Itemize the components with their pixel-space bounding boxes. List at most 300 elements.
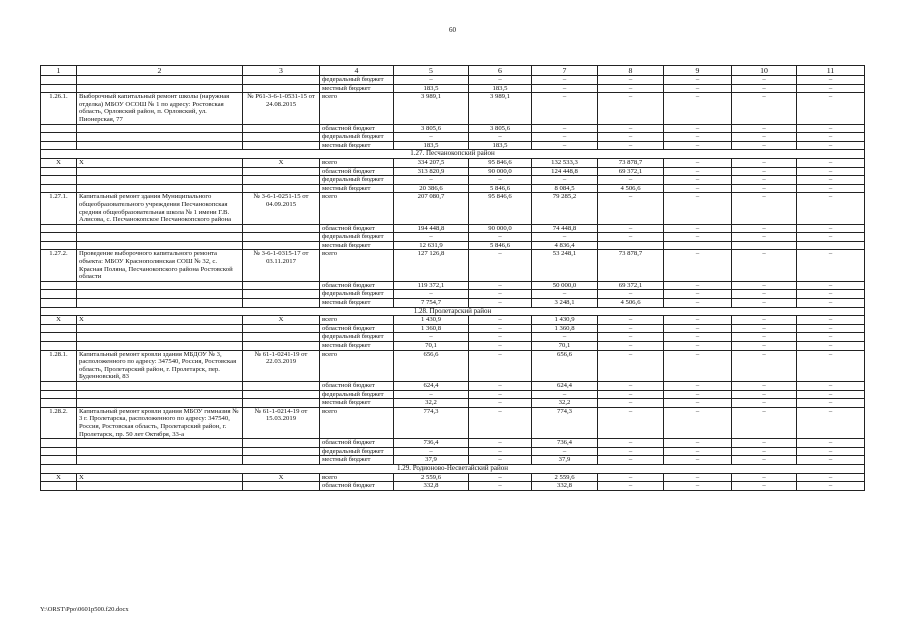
table-cell: – — [469, 390, 532, 399]
table-cell: – — [732, 158, 797, 167]
table-cell: – — [732, 381, 797, 390]
table-cell: 4 836,4 — [532, 241, 598, 250]
column-number: 9 — [664, 66, 732, 76]
table-cell: – — [469, 76, 532, 85]
table-cell — [41, 76, 77, 85]
table-cell — [243, 342, 320, 351]
table-cell: – — [469, 233, 532, 242]
table-cell — [41, 167, 77, 176]
table-cell: – — [598, 407, 664, 438]
table-cell — [77, 381, 243, 390]
table-cell: – — [469, 316, 532, 325]
table-cell — [77, 167, 243, 176]
table-cell — [797, 241, 865, 250]
table-cell: местный бюджет — [320, 84, 394, 93]
column-number-row — [41, 66, 865, 76]
table-cell: областной бюджет — [320, 482, 394, 491]
table-cell: 332,8 — [394, 482, 469, 491]
table-row — [41, 447, 865, 456]
table-cell: – — [664, 390, 732, 399]
table-cell: – — [732, 456, 797, 465]
table-cell: областной бюджет — [320, 324, 394, 333]
table-cell: федеральный бюджет — [320, 233, 394, 242]
table-cell — [243, 241, 320, 250]
table-cell — [77, 399, 243, 408]
table-cell: местный бюджет — [320, 184, 394, 193]
table-cell — [243, 76, 320, 85]
table-cell: всего — [320, 158, 394, 167]
table-cell: 32,2 — [532, 399, 598, 408]
table-cell — [243, 290, 320, 299]
table-cell: – — [732, 407, 797, 438]
table-cell: – — [469, 407, 532, 438]
table-cell: – — [797, 158, 865, 167]
table-cell: 3 805,6 — [394, 124, 469, 133]
table-cell: – — [664, 407, 732, 438]
table-cell: 2 559,6 — [394, 473, 469, 482]
table-cell: – — [394, 233, 469, 242]
table-cell: – — [797, 184, 865, 193]
table-cell: 183,5 — [469, 84, 532, 93]
table-cell — [77, 133, 243, 142]
table-cell: – — [598, 176, 664, 185]
table-row — [41, 381, 865, 390]
table-cell: – — [394, 133, 469, 142]
table-cell: – — [664, 193, 732, 224]
table-cell — [41, 176, 77, 185]
table-cell — [41, 224, 77, 233]
table-cell: – — [732, 93, 797, 124]
table-cell: – — [732, 141, 797, 150]
table-cell: – — [797, 333, 865, 342]
table-row — [41, 342, 865, 351]
table-cell: 1 430,9 — [532, 316, 598, 325]
table-cell: – — [732, 390, 797, 399]
table-cell: – — [797, 456, 865, 465]
table-cell: – — [598, 141, 664, 150]
table-cell: – — [469, 439, 532, 448]
table-row — [41, 407, 865, 438]
table-cell: – — [598, 84, 664, 93]
table-cell: – — [732, 193, 797, 224]
table-cell: 127 126,8 — [394, 250, 469, 281]
table-cell — [243, 456, 320, 465]
table-cell: – — [394, 176, 469, 185]
table-cell: 736,4 — [394, 439, 469, 448]
table-cell: – — [797, 290, 865, 299]
table-row — [41, 456, 865, 465]
table-cell — [41, 141, 77, 150]
table-cell: областной бюджет — [320, 439, 394, 448]
table-cell: – — [732, 250, 797, 281]
table-cell: – — [394, 390, 469, 399]
table-cell: 183,5 — [394, 84, 469, 93]
table-cell: – — [532, 76, 598, 85]
table-cell: – — [797, 324, 865, 333]
table-cell: Х — [243, 316, 320, 325]
table-cell — [77, 290, 243, 299]
file-path-footer: Y:\ORST\Ppo\0601p500.f20.docx — [40, 606, 129, 613]
table-cell — [243, 447, 320, 456]
table-cell: Проведение выборочного капитального ремонта объекта: МБОУ Краснополянская СОШ № 32, с. Красная Поляна, Песчанокопского района Ростовской области — [77, 250, 243, 281]
table-cell — [243, 167, 320, 176]
table-cell: 69 372,1 — [598, 167, 664, 176]
table-cell: – — [469, 350, 532, 381]
table-cell — [77, 176, 243, 185]
table-cell: 73 878,7 — [598, 250, 664, 281]
table-row — [41, 233, 865, 242]
table-cell: областной бюджет — [320, 381, 394, 390]
table-row — [41, 350, 865, 381]
table-cell: – — [598, 350, 664, 381]
table-cell: 183,5 — [469, 141, 532, 150]
table-cell: – — [664, 342, 732, 351]
table-cell — [77, 84, 243, 93]
table-cell: всего — [320, 407, 394, 438]
table-cell: – — [664, 76, 732, 85]
table-cell: 4 506,6 — [598, 184, 664, 193]
table-cell: Х — [41, 473, 77, 482]
table-cell — [77, 447, 243, 456]
table-cell: 37,9 — [532, 456, 598, 465]
section-title: 1.29. Родионово-Несветайский район — [41, 464, 865, 473]
table-cell — [77, 390, 243, 399]
table-cell: – — [664, 167, 732, 176]
table-cell: – — [664, 84, 732, 93]
table-cell — [41, 342, 77, 351]
table-cell: – — [732, 233, 797, 242]
table-cell: – — [664, 158, 732, 167]
table-cell: 95 846,6 — [469, 193, 532, 224]
table-cell — [41, 233, 77, 242]
table-cell: 3 989,1 — [394, 93, 469, 124]
table-cell: – — [598, 133, 664, 142]
table-cell: – — [797, 447, 865, 456]
table-cell: 124 448,8 — [532, 167, 598, 176]
table-cell: федеральный бюджет — [320, 390, 394, 399]
table-cell — [41, 133, 77, 142]
table-cell: 332,8 — [532, 482, 598, 491]
table-cell: – — [797, 482, 865, 491]
table-cell: всего — [320, 473, 394, 482]
table-cell — [243, 133, 320, 142]
table-cell: федеральный бюджет — [320, 290, 394, 299]
table-cell: 90 000,0 — [469, 224, 532, 233]
table-cell: – — [797, 124, 865, 133]
table-cell: – — [664, 333, 732, 342]
table-cell: – — [394, 290, 469, 299]
table-cell: – — [532, 84, 598, 93]
table-cell: – — [664, 447, 732, 456]
table-cell: 207 080,7 — [394, 193, 469, 224]
table-cell: № Р61-3-6-1-0531-15 от 24.08.2015 — [243, 93, 320, 124]
table-cell: 624,4 — [532, 381, 598, 390]
table-cell: – — [664, 439, 732, 448]
table-cell: федеральный бюджет — [320, 176, 394, 185]
table-cell: – — [598, 324, 664, 333]
table-cell: 1.28.1. — [41, 350, 77, 381]
section-heading-row — [41, 307, 865, 316]
table-cell: – — [797, 342, 865, 351]
table-cell — [41, 124, 77, 133]
table-cell: – — [797, 439, 865, 448]
table-cell — [243, 84, 320, 93]
table-cell — [243, 184, 320, 193]
table-cell: – — [532, 93, 598, 124]
column-number: 5 — [394, 66, 469, 76]
table-cell: 12 631,9 — [394, 241, 469, 250]
table-cell: – — [469, 176, 532, 185]
table-cell: Х — [243, 473, 320, 482]
table-cell — [41, 333, 77, 342]
table-cell — [243, 281, 320, 290]
table-cell — [77, 76, 243, 85]
table-cell: 334 207,5 — [394, 158, 469, 167]
table-cell: – — [532, 333, 598, 342]
table-cell: областной бюджет — [320, 224, 394, 233]
table-cell: – — [598, 193, 664, 224]
table-cell: – — [664, 133, 732, 142]
column-number: 3 — [243, 66, 320, 76]
table-cell — [41, 241, 77, 250]
table-cell: – — [469, 324, 532, 333]
column-number: 1 — [41, 66, 77, 76]
table-cell: местный бюджет — [320, 456, 394, 465]
table-row — [41, 193, 865, 224]
table-cell: – — [469, 342, 532, 351]
section-heading-row — [41, 150, 865, 159]
table-cell: – — [664, 124, 732, 133]
table-cell: – — [732, 224, 797, 233]
table-row — [41, 399, 865, 408]
table-cell: – — [598, 290, 664, 299]
table-cell: – — [797, 167, 865, 176]
table-cell: – — [664, 482, 732, 491]
table-cell — [41, 184, 77, 193]
table-cell: – — [469, 299, 532, 308]
table-cell: 736,4 — [532, 439, 598, 448]
table-cell: Капитальный ремонт кровли здания МБОУ гимназия № 3 г. Пролетарска, расположенного по адресу: 347540, Россия, Ростовская область, Пролетарский район, г. Пролетарск, пр. 50 лет Октября, 33-а — [77, 407, 243, 438]
table-cell: – — [664, 399, 732, 408]
table-cell: 32,2 — [394, 399, 469, 408]
table-row — [41, 439, 865, 448]
table-cell — [243, 124, 320, 133]
table-row — [41, 390, 865, 399]
section-heading-row — [41, 464, 865, 473]
table-cell: – — [598, 333, 664, 342]
table-cell: 1 360,8 — [394, 324, 469, 333]
table-row — [41, 281, 865, 290]
table-row — [41, 76, 865, 85]
table-row — [41, 473, 865, 482]
table-cell — [41, 447, 77, 456]
table-cell: – — [732, 399, 797, 408]
table-cell — [41, 399, 77, 408]
table-cell: – — [797, 281, 865, 290]
table-cell — [243, 324, 320, 333]
table-cell: – — [797, 407, 865, 438]
table-cell — [41, 299, 77, 308]
table-row — [41, 93, 865, 124]
table-cell: Х — [41, 158, 77, 167]
table-cell: – — [732, 133, 797, 142]
table-cell: – — [797, 233, 865, 242]
table-cell: – — [598, 93, 664, 124]
table-cell: № 3-6-1-0251-15 от 04.09.2015 — [243, 193, 320, 224]
table-cell: – — [732, 316, 797, 325]
table-cell: 1.27.2. — [41, 250, 77, 281]
table-cell: – — [732, 482, 797, 491]
table-cell: 194 448,8 — [394, 224, 469, 233]
table-cell — [77, 299, 243, 308]
table-cell: – — [532, 141, 598, 150]
table-cell — [243, 233, 320, 242]
table-cell: местный бюджет — [320, 342, 394, 351]
table-cell: – — [797, 299, 865, 308]
table-cell: 20 386,6 — [394, 184, 469, 193]
table-cell: – — [532, 233, 598, 242]
table-cell: – — [598, 456, 664, 465]
table-cell: 132 533,3 — [532, 158, 598, 167]
table-cell: 656,6 — [394, 350, 469, 381]
table-cell — [243, 439, 320, 448]
table-cell: Х — [41, 316, 77, 325]
table-cell — [664, 241, 732, 250]
table-cell — [243, 482, 320, 491]
table-cell: 1.26.1. — [41, 93, 77, 124]
table-cell: – — [598, 447, 664, 456]
table-cell: – — [532, 133, 598, 142]
table-row — [41, 176, 865, 185]
table-cell: № 61-1-0214-19 от 15.03.2019 — [243, 407, 320, 438]
table-row — [41, 84, 865, 93]
column-number: 11 — [797, 66, 865, 76]
table-cell: – — [469, 456, 532, 465]
table-cell: – — [732, 76, 797, 85]
table-row — [41, 141, 865, 150]
column-number: 2 — [77, 66, 243, 76]
table-cell: – — [598, 439, 664, 448]
table-cell: – — [797, 176, 865, 185]
table-cell: Капитальный ремонт здания Муниципального общеобразовательного учреждения Песчанокопская средняя общеобразовательная школа № 1 имени Г.В. Алисова, с. Песчанокопское Песчанокопского района — [77, 193, 243, 224]
table-cell: – — [598, 76, 664, 85]
table-cell: всего — [320, 316, 394, 325]
table-cell: – — [469, 482, 532, 491]
table-cell: – — [394, 447, 469, 456]
table-cell: областной бюджет — [320, 124, 394, 133]
table-cell: – — [532, 124, 598, 133]
table-cell: № 61-1-0241-19 от 22.03.2019 — [243, 350, 320, 381]
table-cell: – — [469, 447, 532, 456]
table-cell: 2 559,6 — [532, 473, 598, 482]
table-cell — [243, 224, 320, 233]
table-cell: – — [797, 381, 865, 390]
table-cell: – — [732, 350, 797, 381]
table-cell: 1 430,9 — [394, 316, 469, 325]
table-cell: 183,5 — [394, 141, 469, 150]
table-cell: – — [469, 399, 532, 408]
column-number: 4 — [320, 66, 394, 76]
table-cell: – — [394, 333, 469, 342]
table-cell: – — [664, 281, 732, 290]
table-row — [41, 184, 865, 193]
table-cell: – — [797, 390, 865, 399]
table-cell: 5 846,6 — [469, 241, 532, 250]
table-cell: – — [797, 93, 865, 124]
table-cell: – — [797, 224, 865, 233]
table-cell: – — [732, 167, 797, 176]
table-cell: – — [732, 333, 797, 342]
table-cell: – — [732, 299, 797, 308]
table-cell — [77, 439, 243, 448]
table-row — [41, 224, 865, 233]
table-cell: Х — [77, 316, 243, 325]
table-cell — [41, 390, 77, 399]
table-cell — [77, 342, 243, 351]
table-cell: – — [598, 224, 664, 233]
table-cell: 95 846,6 — [469, 158, 532, 167]
table-cell — [77, 224, 243, 233]
table-cell: – — [394, 76, 469, 85]
table-cell: местный бюджет — [320, 241, 394, 250]
table-cell — [41, 381, 77, 390]
table-cell: – — [469, 133, 532, 142]
table-row — [41, 324, 865, 333]
table-cell — [41, 482, 77, 491]
table-cell: 70,1 — [532, 342, 598, 351]
budget-table — [40, 65, 865, 491]
table-cell — [77, 482, 243, 491]
table-cell: – — [664, 184, 732, 193]
table-row — [41, 316, 865, 325]
table-cell: Выборочный капитальный ремонт школы (наружная отделка) МБОУ ОСОШ № 1 по адресу: Ростовская область, Орловский район, п. Орловский, ул. Пионерская, 77 — [77, 93, 243, 124]
table-cell: федеральный бюджет — [320, 447, 394, 456]
table-cell: – — [598, 233, 664, 242]
table-cell: – — [664, 250, 732, 281]
table-cell: – — [532, 176, 598, 185]
table-cell — [243, 390, 320, 399]
table-cell: – — [797, 316, 865, 325]
table-row — [41, 124, 865, 133]
table-cell: – — [469, 473, 532, 482]
table-row — [41, 333, 865, 342]
table-cell: 3 989,1 — [469, 93, 532, 124]
table-cell: 1.27.1. — [41, 193, 77, 224]
table-cell: 3 805,6 — [469, 124, 532, 133]
table-cell: всего — [320, 93, 394, 124]
table-cell: 313 820,9 — [394, 167, 469, 176]
table-cell: местный бюджет — [320, 299, 394, 308]
table-cell: 1.28.2. — [41, 407, 77, 438]
table-cell: 774,3 — [532, 407, 598, 438]
table-cell — [77, 184, 243, 193]
table-cell: – — [598, 482, 664, 491]
table-cell: 3 248,1 — [532, 299, 598, 308]
table-cell: – — [797, 141, 865, 150]
table-cell: – — [664, 350, 732, 381]
table-cell: 73 878,7 — [598, 158, 664, 167]
table-cell: 74 448,8 — [532, 224, 598, 233]
table-cell: федеральный бюджет — [320, 333, 394, 342]
table-cell: 1 360,8 — [532, 324, 598, 333]
table-cell: – — [598, 473, 664, 482]
table-cell: – — [797, 473, 865, 482]
table-cell — [77, 324, 243, 333]
table-cell: – — [797, 133, 865, 142]
table-cell: 774,3 — [394, 407, 469, 438]
table-cell: – — [664, 299, 732, 308]
table-cell: – — [469, 381, 532, 390]
